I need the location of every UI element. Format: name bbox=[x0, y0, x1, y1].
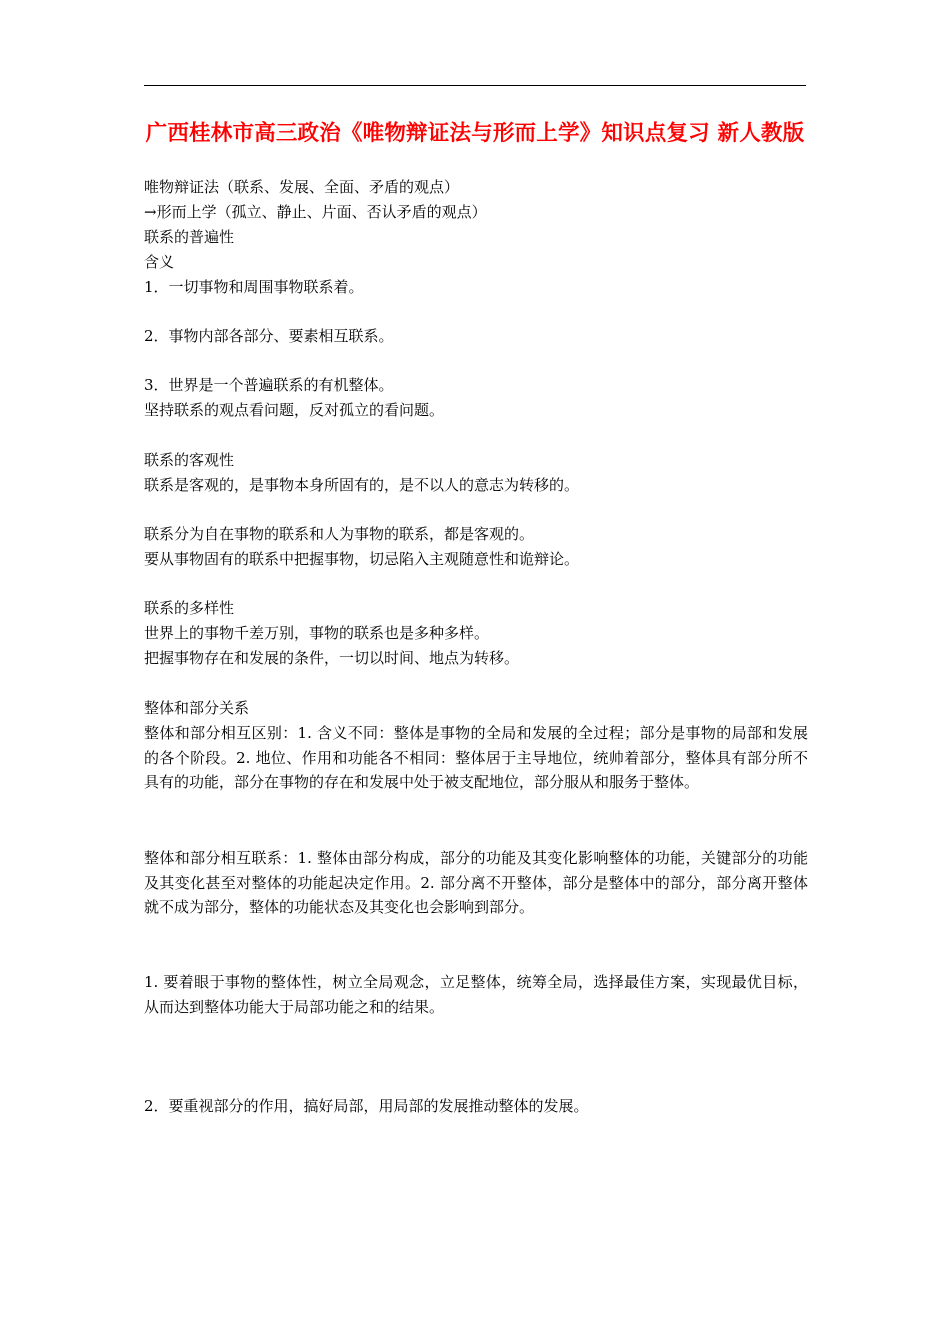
text-line: 把握事物存在和发展的条件，一切以时间、地点为转移。 bbox=[144, 649, 520, 667]
paragraph-whole-part-difference: 整体和部分相互区别：1. 含义不同：整体是事物的全局和发展的全过程；部分是事物的局部和发展的各个阶段。2. 地位、作用和功能各不相同：整体居于主导地位，统帅着部分，整体具有部分所不具有的功能，部分在事物的存在和发展中处于被支配地位，部分服从和服务于整体。 bbox=[144, 724, 808, 791]
list-item: 1．一切事物和周围事物联系着。 bbox=[144, 278, 364, 296]
paragraph-method-1: 1. 要着眼于事物的整体性，树立全局观念，立足整体，统筹全局，选择最佳方案，实现最优目标，从而达到整体功能大于局部功能之和的结果。 bbox=[144, 973, 808, 1016]
subsection-heading: 含义 bbox=[144, 253, 175, 271]
paragraph-whole-part-connection: 整体和部分相互联系：1. 整体由部分构成，部分的功能及其变化影响整体的功能，关键部分的功能及其变化甚至对整体的功能起决定作用。2. 部分离不开整体，部分是整体中的部分，部分离开整体就不成为部分，整体的功能状态及其变化也会影响到部分。 bbox=[144, 849, 808, 916]
text-line: 联系是客观的，是事物本身所固有的，是不以人的意志为转移的。 bbox=[144, 476, 580, 494]
section-heading: 联系的客观性 bbox=[144, 451, 235, 469]
section-heading: 联系的普遍性 bbox=[144, 228, 235, 246]
text-line: 联系分为自在事物的联系和人为事物的联系，都是客观的。 bbox=[144, 525, 535, 543]
document-title: 广西桂林市高三政治《唯物辩证法与形而上学》知识点复习 新人教版 bbox=[145, 121, 805, 146]
list-item: 2．要重视部分的作用，搞好局部，用局部的发展推动整体的发展。 bbox=[144, 1097, 589, 1115]
text-line: 唯物辩证法（联系、发展、全面、矛盾的观点） bbox=[144, 178, 460, 196]
section-heading: 联系的多样性 bbox=[144, 599, 235, 617]
text-line: 坚持联系的观点看问题，反对孤立的看问题。 bbox=[144, 401, 445, 419]
list-item: 3．世界是一个普遍联系的有机整体。 bbox=[144, 376, 394, 394]
text-line: 世界上的事物千差万别，事物的联系也是多种多样。 bbox=[144, 624, 490, 642]
text-line: →形而上学（孤立、静止、片面、否认矛盾的观点） bbox=[144, 203, 487, 221]
text-line: 要从事物固有的联系中把握事物，切忌陷入主观随意性和诡辩论。 bbox=[144, 550, 580, 568]
list-item: 2．事物内部各部分、要素相互联系。 bbox=[144, 327, 394, 345]
section-heading: 整体和部分关系 bbox=[144, 699, 250, 717]
header-rule bbox=[144, 85, 806, 86]
